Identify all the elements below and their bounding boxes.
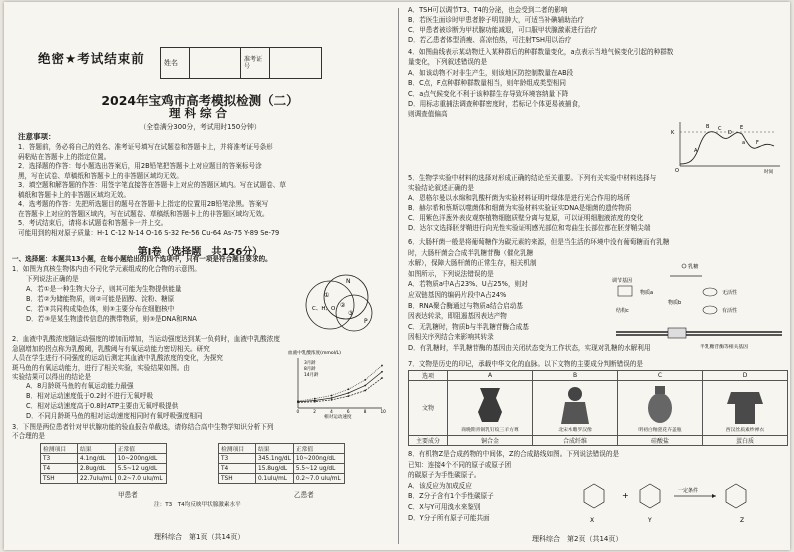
venn-region-3: ③: [348, 310, 354, 317]
legend-entry: 3月龄: [304, 361, 316, 366]
q2-line-3: 斑马鱼的有氧运动能力，进行了相关实验，实验结果如图。由: [12, 363, 191, 372]
q2-line-1: 急剧增加的拐点称为乳酸阈，乳酸阈与有氧运动能力密切相关。研究: [12, 344, 210, 353]
pop-label-time: 时间: [764, 170, 774, 174]
q6-line-5: 应双链基因的编码片段中A占24%: [408, 291, 507, 299]
report-cell: 结果: [256, 444, 294, 454]
q3-stem: 3．下图是两位患者针对甲状腺功能的验血报告单截选，请你结合高中生物学知识分析下列: [12, 423, 274, 431]
artifact-name: 商晚期青铜乳钉纹三羊方尊: [461, 428, 519, 433]
data-point: [364, 385, 366, 387]
artifact-cell: [618, 381, 703, 436]
x-tick-label: 2: [313, 409, 316, 414]
comp-row-label: 主要成分: [409, 435, 448, 445]
op-label-c: 结构c: [616, 308, 629, 314]
data-point: [348, 392, 350, 394]
q1-stem: 1．如图为真核生物体内由不同化学元素组成的化合物的示意图。: [12, 265, 201, 273]
q4-line-0: 4．如图曲线表示某动物迁入某种群后的种群数量变化，a点表示当地气候变化引起的种群数: [408, 48, 674, 56]
comp-cell: 蛋白质: [703, 435, 788, 445]
artifact-cell: [703, 381, 788, 436]
page-1: [4, 2, 396, 550]
op-label-lactose: 乳糖: [688, 264, 699, 270]
report-table-b: [218, 443, 345, 484]
report-cell: 正常值: [115, 444, 166, 454]
q8-line-4: B．Z分子含有1个手性碳原子: [408, 492, 494, 501]
pop-label-a-upper: A: [694, 148, 698, 154]
report-row: [219, 464, 345, 474]
report-cell: T3: [219, 454, 256, 464]
page-divider: [398, 8, 399, 544]
data-point: [348, 395, 350, 397]
artifact-wood-arhat-icon: [534, 382, 616, 428]
label-x: X: [590, 517, 595, 524]
active-protein: [703, 288, 717, 296]
q3-tail-2: C．甲患者被诊断为甲状腺功能减退，可口服甲状腺激素进行治疗: [408, 26, 598, 34]
data-point: [331, 399, 333, 401]
mrna-box: [618, 286, 632, 296]
note-line-4: 3．填空题和解答题的作答：用签字笔直接答在答题卡上对应的答题区域内。写在试题卷、草: [18, 181, 286, 189]
report-cell: T4: [219, 464, 256, 474]
page-2: [402, 2, 790, 550]
artifact-bronze-zun-icon: [449, 382, 531, 428]
q8-line-2: 的碳原子为手性碳原子。: [408, 471, 481, 480]
note-line-2: 2．选择题的作答：每小题选出答案后，用2B铅笔把答题卡上对应题目的答案标号涂: [18, 162, 262, 170]
ring-y: [640, 484, 660, 508]
op-label-inactive: 无活性: [722, 290, 738, 296]
q4-line-4: C．a点气候变化不利于该种群生存导致环境容纳量下降: [408, 89, 569, 98]
q2-option-3: D．不同月龄斑马鱼的相对运动速度相同时有氧呼吸强度相同: [26, 412, 203, 420]
lactose-icon: [682, 264, 686, 268]
q6-line-7: 因表达转录，即阻遏基因表达产物: [408, 312, 507, 321]
venn-label-p: P: [364, 318, 368, 325]
q5-line-1: 实验结论叙述正确的是: [408, 184, 474, 192]
data-point: [364, 379, 366, 381]
report-cell: TSH: [41, 474, 78, 484]
q2-option-2: C．相对运动速度高于0.8时ATP主要由无氧呼吸提供: [26, 402, 179, 410]
q2-line-4: 实验结果可以得出的结论是: [12, 373, 92, 382]
q6-line-2: 水解），保障大肠杆菌的正常生存，相关机制: [408, 259, 537, 268]
report-cell: 5.5~12 ug/dL: [115, 464, 166, 474]
inactive-protein: [703, 306, 717, 314]
q4-line-1: 量变化，下列叙述错误的是: [408, 58, 488, 67]
data-point: [381, 365, 383, 367]
artifact-table: [408, 370, 788, 446]
report-cell: 10~200ng/dL: [293, 454, 344, 464]
comp-cell: 硅酸盐: [618, 435, 703, 445]
report-cell: T4: [41, 464, 78, 474]
q7-stem: 7．文物是历史的印记，承载中华文化的血脉。以下文物的主要成分判断错误的是: [408, 360, 643, 368]
report-cell: 检测项目: [219, 444, 256, 454]
report-cell: 2.8ug/dL: [78, 464, 116, 474]
report-row: [41, 454, 167, 464]
name-field[interactable]: [190, 48, 241, 78]
q4-line-6: 则调查值偏高: [408, 110, 448, 119]
exam-title: 2024年宝鸡市高考模拟检测（二）: [101, 93, 299, 108]
report-cell: 15.8ug/dL: [256, 464, 294, 474]
report-cell: 结果: [78, 444, 116, 454]
venn-region-2: ②: [340, 302, 346, 309]
reaction-condition: 一定条件: [678, 488, 699, 494]
q6-line-8: C．无乳糖时，物质b与半乳糖苷酶合成基: [408, 322, 529, 331]
comp-cell: 合成纤维: [533, 435, 618, 445]
exam-sheet: [4, 2, 790, 550]
report-cell: 检测项目: [41, 444, 78, 454]
artifact-cell: [533, 381, 618, 436]
reaction-scheme: [570, 476, 782, 532]
label-z: Z: [740, 517, 745, 524]
q5-line-0: 5．生物学实验中材料的选择对形成正确的结论至关重要。下列有关实验中材料选择与: [408, 174, 657, 182]
report-cell: 4.1ng/dL: [78, 454, 116, 464]
report-row: [219, 474, 345, 484]
report-cell: 10~200ng/dL: [115, 454, 166, 464]
q1-stem-2: 下列说法正确的是: [26, 275, 79, 283]
reaction-arrowhead: [712, 494, 716, 498]
operator-site: [668, 328, 686, 338]
q6-line-9: 因相关序列结合来影响其转录: [408, 333, 494, 342]
q6-line-6: B．RNA聚合酶通过与物质a结合启动基: [408, 301, 523, 310]
page-1-footer: 理科综合 第1页（共14页）: [154, 533, 245, 541]
candidate-info-box: [160, 47, 322, 79]
venn-label-n: N: [346, 278, 351, 285]
q1-option-1: B．若②为储能物质，则②可能是固醇、淀粉、糖原: [26, 295, 175, 303]
q6-line-4: A．若物质a中A占23%、U占25%，则对: [408, 280, 528, 289]
q3-note: 注：T3 T4均反映甲状腺激素水平: [154, 502, 241, 508]
report-cell: 22.7ulu/mL: [78, 474, 116, 484]
report-cell: 0.1ulu/mL: [256, 474, 294, 484]
report-cell: TSH: [219, 474, 256, 484]
report-row: [219, 444, 345, 454]
pop-label-f: F: [756, 140, 759, 146]
artifact-name: 北宋木雕罗汉像: [558, 428, 592, 433]
q3-stem-2: 不合理的是: [12, 432, 45, 440]
q5-line-4: C．用紫色洋葱外表皮观察植物细胞质壁分离与复原，可以证明细胞液浓度的变化: [408, 214, 644, 222]
op-label-active: 有活性: [722, 308, 738, 314]
report-cell: 正常值: [293, 444, 344, 454]
q4-line-2: A．如该动物不对非生产生，则该地区防控制数量在AB段: [408, 68, 574, 77]
q2-line-0: 2．血液中乳酸浓度随运动强度的增加而增加，当运动强度达到某一负荷时，血液中乳酸浓度: [12, 335, 280, 343]
report-cell: 0.2~7.0 ulu/mL: [293, 474, 344, 484]
op-label-b: 物质b: [668, 300, 682, 306]
report-row: [41, 444, 167, 454]
q6-line-1: 时，大肠杆菌会合成半乳糖苷酶（催化乳糖: [408, 248, 534, 257]
report-cell: 345.1ng/dL: [256, 454, 294, 464]
pop-label-a: a: [742, 140, 746, 146]
note-line-9: 可能用到的相对原子质量：H-1 C-12 N-14 O-16 S-32 Fe-56 Cu-64 As-75 Y-89 Se-79: [18, 228, 280, 237]
q8-line-3: A．该反应为加成反应: [408, 481, 472, 490]
artifact-header-cell: B: [533, 371, 618, 381]
artifact-name: 明初白釉瓷花卉盖瓶: [638, 428, 682, 433]
pop-label-d: D: [728, 130, 732, 136]
note-line-1: 码粘贴在答题卡上的指定位置。: [18, 152, 111, 161]
note-line-5: 稿纸和答题卡上的非答题区域均无效。: [18, 190, 131, 199]
note-line-8: 5．考试结束后，请将本试题卷和答题卡一并上交。: [18, 219, 168, 227]
q1-venn-diagram: [294, 267, 384, 335]
note-line-0: 1．答题前，务必将自己的姓名、准考证号填写在试题卷和答题卡上，并将准考证号条形: [18, 143, 273, 151]
section-title: 第Ⅰ卷（选择题 共126分）: [137, 247, 263, 258]
op-label-a: 物质a: [640, 290, 654, 296]
exam-meta: （全卷满分300分，考试用时150分钟）: [139, 123, 261, 131]
population-graph: [670, 118, 784, 174]
venn-circle-p: [336, 295, 372, 331]
artifact-header-cell: D: [703, 371, 788, 381]
notes-heading: 注意事项：: [18, 132, 56, 141]
x-tick-label: 0: [296, 409, 300, 414]
q3-tail-3: D．若乙患者体型消瘦、喜凉怕热，可注射TSH用以治疗: [408, 36, 572, 44]
label-y: Y: [648, 517, 652, 524]
x-tick-label: 10: [380, 409, 386, 414]
report-cell: 0.2~7.0 ulu/mL: [115, 474, 166, 484]
q8-line-1: 已知：连接4个不同的原子或原子团: [408, 460, 512, 469]
artifact-image-row: [409, 381, 788, 436]
q8-line-0: 8．有机物Z是合成药物的中间体，Z的合成路线如图。下列说法错误的是: [408, 450, 620, 458]
report-row: [41, 474, 167, 484]
report-cell: 5.5~12 ug/dL: [293, 464, 344, 474]
note-line-7: 在答题卡上对应的答题区域内，写在试题卷、草稿纸和答题卡上的非答题区域均无效。: [18, 209, 269, 218]
part-heading: 一、选择题：本题共13小题，在每小题给出的四个选项中，只有一项是符合题目要求的。: [12, 255, 272, 263]
q5-line-3: B．赫尔希和蔡斯以噬菌体和细菌为实验材料实验证实DNA是细菌的遗传物质: [408, 204, 632, 212]
q4-line-3: B．C点，F点种群种群数量相当，则年龄组成类型相同: [408, 79, 566, 88]
chart-title: 血液中乳酸浓度(mmol/L): [288, 351, 341, 356]
q6-line-0: 6．大肠杆菌一般是将葡萄糖作为碳元素的来源，但是当生活的环境中没有葡萄糖而有乳糖: [408, 238, 670, 246]
table-a-caption: 甲患者: [118, 491, 138, 499]
q2-option-1: B．相对运动速度低于0.2时不进行无氧呼吸: [26, 392, 154, 400]
table-b-caption: 乙患者: [294, 491, 314, 499]
plus-sign: +: [622, 491, 629, 500]
report-row: [41, 464, 167, 474]
exam-id-label: 准考证号: [241, 48, 270, 78]
op-label-genes: 半乳糖苷酶等相关基因: [700, 345, 748, 350]
data-point: [314, 398, 316, 400]
pop-label-c: C: [718, 126, 722, 132]
artifact-header-cell: A: [448, 371, 533, 381]
data-point: [331, 397, 333, 399]
q1-option-0: A．若①是一种生物大分子，则其可能为生物提供能量: [26, 285, 182, 293]
artifact-porcelain-vase-icon: [619, 382, 701, 428]
note-line-6: 4．选考题的作答：先把所选题目的题号在答题卡上指定的位置用2B铅笔涂黑。答案写: [18, 200, 269, 208]
artifact-cell: [448, 381, 533, 436]
q2-option-0: A．8月龄斑马鱼的有氧运动能力最强: [26, 382, 134, 390]
q5-line-2: A．恩格尔曼以水绵和乳酸杆菌为实验材料证明叶绿体是进行光合作用的场所: [408, 194, 631, 202]
q3-tail-0: A．TSH可以调节T3、T4的分泌，也会受到二者的影响: [408, 6, 568, 14]
data-point: [331, 395, 333, 397]
op-label-regulator: 调节基因: [612, 278, 633, 284]
report-row: [219, 454, 345, 464]
venn-region-1: ①: [324, 292, 330, 299]
x-tick-label: 4: [330, 409, 333, 414]
lac-operon-diagram: [610, 260, 788, 356]
ring-z: [726, 484, 746, 508]
q5-line-5: D．达尔文选择胚芽鞘进行向光性实验证明感光部位和弯曲生长部位都在胚芽鞘尖端: [408, 224, 651, 232]
data-point: [348, 388, 350, 390]
q4-line-5: D．用标志重捕法调查种群密度时，若标记个体更易被捕食，: [408, 100, 585, 108]
note-line-3: 黑，写在试卷、草稿纸和答题卡上的非答题区域均无效。: [18, 171, 183, 180]
x-tick-label: 6: [346, 409, 350, 414]
secret-label: 绝密★考试结束前: [38, 51, 145, 66]
x-tick-label: 8: [363, 409, 367, 414]
venn-circle-cho: [306, 281, 354, 329]
artifact-header-cell: 选项: [409, 371, 448, 381]
page-2-footer: 理科综合 第2页（共14页）: [532, 535, 623, 543]
ring-x: [584, 484, 604, 508]
pop-label-b: B: [706, 124, 710, 130]
q8-line-6: D．Y分子所有原子可能共面: [408, 513, 490, 522]
q1-option-2: C．若③共同构成染色体，则③主要分布在细胞核中: [26, 305, 175, 313]
q8-line-5: C．X与Y可用溴水来鉴别: [408, 503, 481, 511]
artifact-comp-row: [409, 435, 788, 445]
q1-option-3: D．若③是某生物遗传信息的携带物质，则③是DNA和RNA: [26, 315, 197, 323]
data-point: [297, 400, 299, 402]
pop-label-k: K: [671, 130, 675, 136]
legend-entry: 14月龄: [304, 373, 319, 378]
name-label: 姓名: [161, 48, 190, 78]
data-point: [381, 377, 383, 379]
q2-line-2: 人员在学生进行不同强度的运动后测定其血液中乳酸浓度的变化，为探究: [12, 354, 223, 363]
data-point: [364, 390, 366, 392]
lactate-chart: [286, 348, 390, 420]
q6-line-3: 如图所示，下列说法错误的是: [408, 269, 494, 278]
venn-label-cho: C、H、O: [312, 306, 336, 312]
subject-title: 理科综合: [169, 106, 231, 120]
pop-label-e: E: [740, 125, 744, 131]
q6-line-10: D．有乳糖时，半乳糖苷酶的基因由关闭状态变为工作状态，实现对乳糖的水解利用: [408, 344, 651, 352]
artifact-header-row: [409, 371, 788, 381]
chart-xlabel: 相对运动速度: [324, 415, 352, 420]
artifact-header-cell: C: [618, 371, 703, 381]
artifact-row-label: 文物: [409, 381, 448, 436]
report-table-a: [40, 443, 167, 484]
data-point: [314, 401, 316, 403]
pop-label-o: O: [675, 168, 679, 174]
legend-entry: 8月龄: [304, 367, 316, 372]
artifact-silk-robe-icon: [704, 382, 786, 428]
data-point: [381, 371, 383, 373]
exam-id-field[interactable]: [270, 48, 316, 78]
comp-cell: 铜合金: [448, 435, 533, 445]
q3-tail-1: B．若医生面诊时甲患者脖子明显肿大，可适当补碘辅助治疗: [408, 16, 584, 24]
artifact-name: 西汉丝质素纱禅衣: [725, 428, 765, 433]
report-cell: T3: [41, 454, 78, 464]
